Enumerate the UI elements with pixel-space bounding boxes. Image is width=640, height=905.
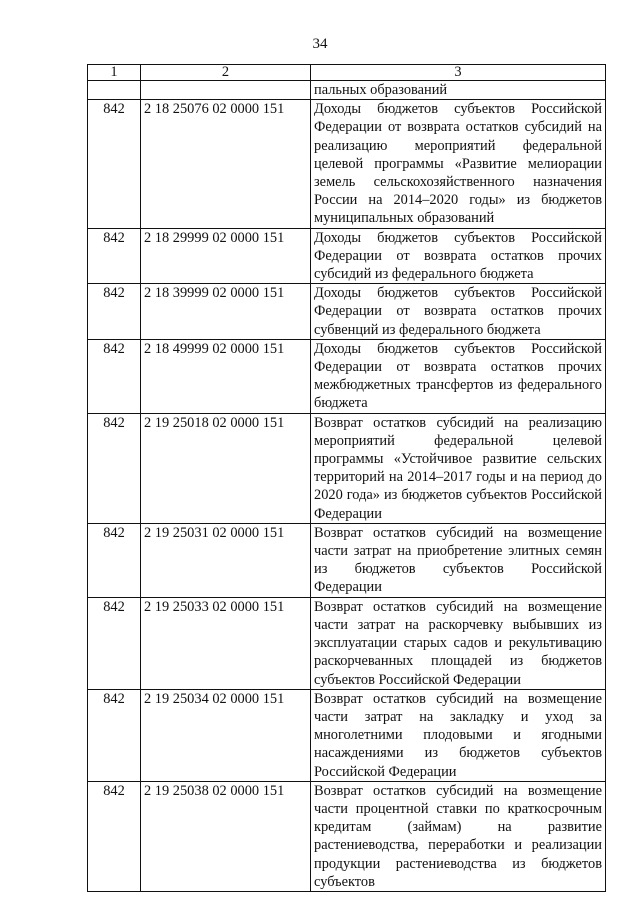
table-row — [88, 284, 606, 340]
income-description: Возврат остатков субсидий на возмещение части затрат на приобретение элитных семян из бюджетов субъектов Российской Федерации — [311, 523, 606, 597]
table-row — [88, 413, 606, 523]
income-description: Возврат остатков субсидий на возмещение части затрат на закладку и уход за многолетними плодовыми и ягодными насаждениями из бюджетов субъектов Российской Федерации — [311, 689, 606, 781]
page-number: 34 — [312, 36, 328, 52]
budget-code: 2 18 25076 02 0000 151 — [141, 100, 311, 228]
income-description: Возврат остатков субсидий на возмещение части затрат на раскорчевку выбывших из эксплуатации старых садов и рекультивацию раскорчеванных площадей из бюджетов субъектов Российской Федерации — [311, 597, 606, 689]
admin-code: 842 — [88, 339, 141, 413]
table-body — [88, 81, 606, 892]
table-row — [88, 339, 606, 413]
admin-code: 842 — [88, 100, 141, 228]
admin-code: 842 — [88, 413, 141, 523]
empty-cell — [141, 81, 311, 100]
budget-code: 2 18 29999 02 0000 151 — [141, 228, 311, 284]
header-row — [88, 65, 606, 81]
header-col-2: 2 — [141, 65, 311, 81]
table-row — [88, 100, 606, 228]
budget-code: 2 18 39999 02 0000 151 — [141, 284, 311, 340]
income-description: Возврат остатков субсидий на возмещение части процентной ставки по краткосрочным кредитам (займам) на развитие растениеводства, переработки и реализации продукции растениеводства из бюджетов субъектов — [311, 781, 606, 891]
table-row — [88, 228, 606, 284]
continuation-text: пальных образований — [311, 81, 606, 100]
table-row — [88, 597, 606, 689]
header-col-1: 1 — [88, 65, 141, 81]
table-row — [88, 689, 606, 781]
budget-code: 2 19 25038 02 0000 151 — [141, 781, 311, 891]
budget-code: 2 18 49999 02 0000 151 — [141, 339, 311, 413]
budget-code: 2 19 25031 02 0000 151 — [141, 523, 311, 597]
admin-code: 842 — [88, 284, 141, 340]
budget-classification-table — [87, 64, 606, 892]
admin-code: 842 — [88, 597, 141, 689]
budget-code: 2 19 25034 02 0000 151 — [141, 689, 311, 781]
admin-code: 842 — [88, 523, 141, 597]
table-row — [88, 523, 606, 597]
table-row — [88, 781, 606, 891]
admin-code: 842 — [88, 781, 141, 891]
admin-code: 842 — [88, 689, 141, 781]
empty-cell — [88, 81, 141, 100]
income-description: Возврат остатков субсидий на реализацию мероприятий федеральной целевой программы «Устойчивое развитие сельских территорий на 2014–2017 годы и на период до 2020 года» из бюджетов субъектов Российской Федерации — [311, 413, 606, 523]
header-col-3: 3 — [311, 65, 606, 81]
income-description: Доходы бюджетов субъектов Российской Федерации от возврата остатков прочих субсидий из федерального бюджета — [311, 228, 606, 284]
admin-code: 842 — [88, 228, 141, 284]
income-description: Доходы бюджетов субъектов Российской Федерации от возврата остатков субсидий на реализацию мероприятий федеральной целевой программы «Развитие мелиорации земель сельскохозяйственного назначения России на 2014–2020 годы» из бюджетов муниципальных образований — [311, 100, 606, 228]
table-header — [88, 65, 606, 81]
budget-code: 2 19 25018 02 0000 151 — [141, 413, 311, 523]
budget-code: 2 19 25033 02 0000 151 — [141, 597, 311, 689]
continuation-row — [88, 81, 606, 100]
income-description: Доходы бюджетов субъектов Российской Федерации от возврата остатков прочих субвенций из федерального бюджета — [311, 284, 606, 340]
income-description: Доходы бюджетов субъектов Российской Федерации от возврата остатков прочих межбюджетных трансфертов из федерального бюджета — [311, 339, 606, 413]
